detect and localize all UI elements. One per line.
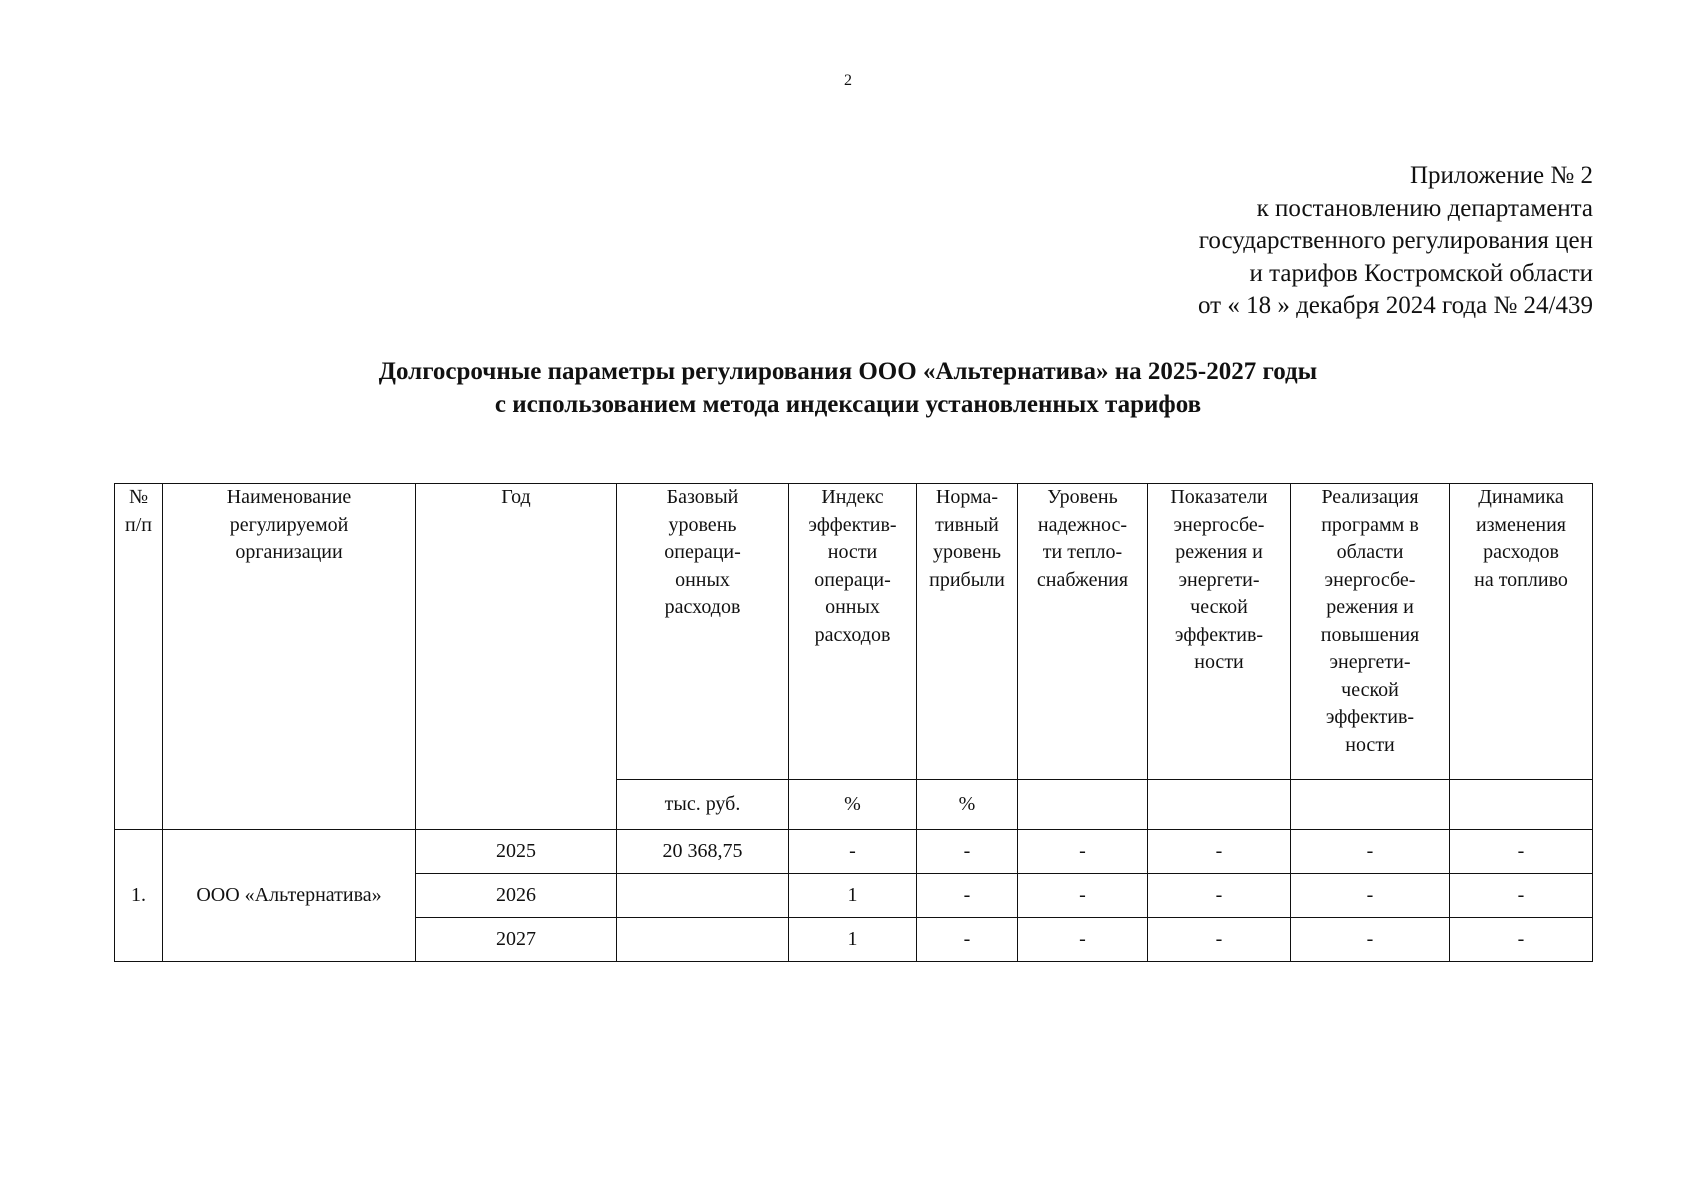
header-programs: Реализация программ в области энергосбе- режения и повышения энергети- ческой эффектив- ности [1291,484,1450,780]
cell-base-opex: 20 368,75 [617,830,789,874]
cell-programs: - [1291,830,1450,874]
unit-reliability [1018,780,1148,830]
title-line-1: Долгосрочные параметры регулирования ООО «Альтернатива» на 2025-2027 годы [378,358,1318,385]
appendix-line: от « 18 » декабря 2024 года № 24/439 [1197,292,1593,319]
header-profit-level: Норма- тивный уровень прибыли [917,484,1018,780]
cell-reliability: - [1018,874,1148,918]
page-number: 2 [844,72,852,89]
cell-year: 2026 [416,874,617,918]
cell-year: 2025 [416,830,617,874]
title-line-2: с использованием метода индексации установленных тарифов [494,391,1202,418]
header-row [115,484,1593,780]
cell-programs: - [1291,918,1450,962]
cell-efficiency-index: 1 [789,874,917,918]
table-row [115,830,1593,874]
cell-base-opex [617,918,789,962]
cell-efficiency-index: 1 [789,918,917,962]
cell-programs: - [1291,874,1450,918]
appendix-block [1198,160,1593,323]
cell-fuel-dynamics: - [1450,830,1593,874]
header-base-opex: Базовый уровень операци- онных расходов [617,484,789,780]
header-reliability: Уровень надежнос- ти тепло- снабжения [1018,484,1148,780]
header-year: Год [416,484,617,830]
header-org: Наименование регулируемой организации [163,484,416,830]
cell-fuel-dynamics: - [1450,918,1593,962]
appendix-line: Приложение № 2 [1409,162,1593,189]
org-name: ООО «Альтернатива» [163,830,416,962]
appendix-line: к постановлению департамента [1256,194,1593,222]
cell-profit-level: - [917,830,1018,874]
appendix-line: государственного регулирования цен [1198,227,1593,254]
org-number: 1. [115,830,163,962]
cell-base-opex [617,874,789,918]
cell-year: 2027 [416,918,617,962]
header-efficiency-index: Индекс эффектив- ности операци- онных расходов [789,484,917,780]
header-energy-indicators: Показатели энергосбе- режения и энергети- ческой эффектив- ности [1148,484,1291,780]
cell-reliability: - [1018,830,1148,874]
cell-reliability: - [1018,918,1148,962]
document-title [0,355,1696,421]
cell-fuel-dynamics: - [1450,874,1593,918]
unit-fuel-dynamics [1450,780,1593,830]
unit-energy-indicators [1148,780,1291,830]
cell-energy-indicators: - [1148,874,1291,918]
cell-profit-level: - [917,874,1018,918]
parameters-table [114,483,1593,962]
cell-energy-indicators: - [1148,918,1291,962]
unit-profit-level: % [917,780,1018,830]
cell-efficiency-index: - [789,830,917,874]
unit-base-opex: тыс. руб. [617,780,789,830]
cell-energy-indicators: - [1148,830,1291,874]
appendix-line: и тарифов Костромской области [1249,259,1593,287]
header-num: № п/п [115,484,163,830]
header-fuel-dynamics: Динамика изменения расходов на топливо [1450,484,1593,780]
unit-efficiency-index: % [789,780,917,830]
cell-profit-level: - [917,918,1018,962]
unit-programs [1291,780,1450,830]
